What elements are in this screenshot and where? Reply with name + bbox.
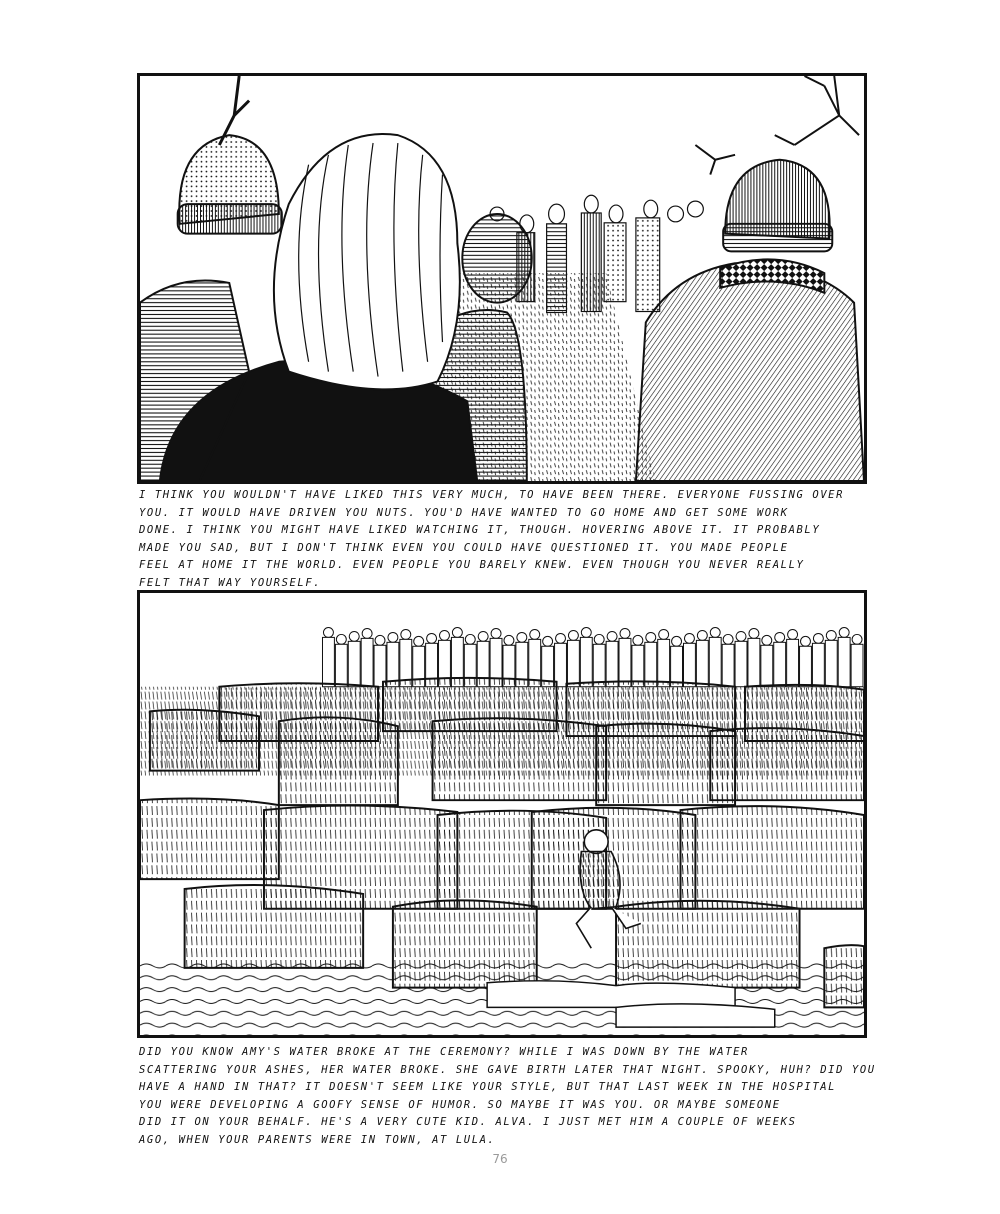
crowd-on-top: [322, 628, 863, 687]
crowd-person-head: [504, 635, 514, 645]
crowd-person-head: [362, 629, 372, 639]
crowd-person-head: [594, 634, 604, 644]
crowd-person-body: [800, 646, 812, 686]
crowd-illustration: [140, 76, 864, 481]
crowd-person-head: [375, 635, 385, 645]
crowd-person-body: [709, 637, 721, 686]
crowd-person-head: [659, 630, 669, 640]
crowd-person-body: [696, 640, 708, 686]
caption-line: DONE. I THINK YOU MIGHT HAVE LIKED WATCHING IT, THOUGH. HOVERING ABOVE IT. IT PROBABLY: [139, 524, 821, 536]
crowd-person-body: [619, 638, 631, 686]
crowd-person-head: [478, 631, 488, 641]
page-number: 76: [492, 1152, 508, 1166]
crowd-person-head: [530, 630, 540, 640]
crowd-person-body: [851, 644, 863, 686]
crowd-person-head: [349, 631, 359, 641]
crowd-person-head: [491, 629, 501, 639]
crowd-person-head: [427, 633, 437, 643]
crowd-person-body: [374, 645, 386, 686]
caption-line: I THINK YOU WOULDN'T HAVE LIKED THIS VERY MUCH, TO HAVE BEEN THERE. EVERYONE FUSSING OVER: [139, 489, 845, 501]
crowd-person-head: [401, 630, 411, 640]
crowd-person-head: [788, 630, 798, 640]
caption-line: YOU. IT WOULD HAVE DRIVEN YOU NUTS. YOU'D HAVE WANTED TO GO HOME AND GET SOME WORK: [139, 506, 789, 519]
crowd-person-body: [348, 641, 360, 686]
crowd-person-body: [555, 643, 567, 686]
crowd-person-head: [826, 630, 836, 640]
caption-2: [139, 1044, 876, 1149]
crowd-person-body: [838, 637, 850, 686]
caption-line: MADE YOU SAD, BUT I DON'T THINK EVEN YOU COULD HAVE QUESTIONED IT. YOU MADE PEOPLE: [139, 541, 789, 554]
crowd-person-body: [774, 642, 786, 686]
caption-line: YOU WERE DEVELOPING A GOOFY SENSE OF HUMOR. SO MAYBE IT WAS YOU. OR MAYBE SOMEONE: [139, 1098, 781, 1111]
crowd-person-head: [465, 634, 475, 644]
crowd-person-body: [361, 638, 373, 686]
crowd-person-head: [839, 628, 849, 638]
crowd-person-head: [646, 632, 656, 642]
caption-1: [139, 487, 869, 592]
crowd-person-head: [440, 630, 450, 640]
panel-rocks-by-water: [137, 590, 867, 1038]
crowd-person-head: [672, 636, 682, 646]
crowd-person-body: [606, 641, 618, 686]
crowd-person-body: [593, 644, 605, 686]
crowd-person-head: [607, 631, 617, 641]
crowd-person-head: [620, 629, 630, 639]
crowd-person-head: [517, 632, 527, 642]
crowd-person-body: [735, 641, 747, 686]
crowd-person-head: [388, 632, 398, 642]
crowd-person-head: [710, 628, 720, 638]
crowd-person-body: [787, 639, 799, 686]
panel-crowd-walking: [137, 73, 867, 484]
rocks-illustration: [140, 593, 864, 1035]
crowd-person-head: [633, 635, 643, 645]
crowd-person-head: [543, 636, 553, 646]
crowd-person-head: [762, 635, 772, 645]
caption-line: HAVE A HAND IN THAT? IT DOESN'T SEEM LIKE YOUR STYLE, BUT THAT LAST WEEK IN THE HOSPITAL: [139, 1081, 837, 1093]
crowd-person-body: [658, 639, 670, 686]
crowd-person-head: [452, 628, 462, 638]
caption-line: DID IT ON YOUR BEHALF. HE'S A VERY CUTE KID. ALVA. I JUST MET HIM A COUPLE OF WEEKS: [139, 1116, 797, 1128]
crowd-person-body: [335, 644, 347, 686]
crowd-person-head: [801, 636, 811, 646]
crowd-person-head: [556, 633, 566, 643]
crowd-person-head: [736, 631, 746, 641]
crowd-person-head: [568, 630, 578, 640]
rock-formation: [140, 678, 864, 1008]
crowd-person-body: [761, 645, 773, 686]
crowd-person-head: [684, 633, 694, 643]
crowd-person-body: [812, 643, 824, 686]
tree-left: [219, 76, 249, 145]
crowd-person-head: [697, 630, 707, 640]
caption-line: AGO, WHEN YOUR PARENTS WERE IN TOWN, AT LULA.: [139, 1133, 496, 1146]
crowd-person-body: [748, 638, 760, 686]
crowd-person-body: [683, 643, 695, 686]
crowd-person-head: [323, 628, 333, 638]
crowd-person-body: [322, 637, 334, 686]
crowd-person-head: [336, 634, 346, 644]
crowd-person-head: [749, 629, 759, 639]
caption-line: SCATTERING YOUR ASHES, HER WATER BROKE. SHE GAVE BIRTH LATER THAT NIGHT. SPOOKY, HUH? DID YOU: [139, 1063, 876, 1076]
caption-line: FELT THAT WAY YOURSELF.: [139, 576, 322, 589]
crowd-person-body: [567, 640, 579, 686]
caption-line: FEEL AT HOME IT THE WORLD. EVEN PEOPLE YOU BARELY KNEW. EVEN THOUGH YOU NEVER REALLY: [139, 559, 805, 571]
crowd-person-body: [671, 646, 683, 686]
crowd-person-body: [645, 642, 657, 686]
crowd-person-head: [813, 633, 823, 643]
crowd-person-body: [825, 640, 837, 686]
crowd-person-head: [581, 628, 591, 638]
crowd-person-head: [852, 634, 862, 644]
crowd-person-head: [775, 632, 785, 642]
crowd-person-head: [723, 634, 733, 644]
crowd-person-body: [722, 644, 734, 686]
crowd-person-head: [414, 636, 424, 646]
caption-line: DID YOU KNOW AMY'S WATER BROKE AT THE CEREMONY? WHILE I WAS DOWN BY THE WATER: [139, 1046, 749, 1058]
crowd-person-body: [580, 637, 592, 686]
